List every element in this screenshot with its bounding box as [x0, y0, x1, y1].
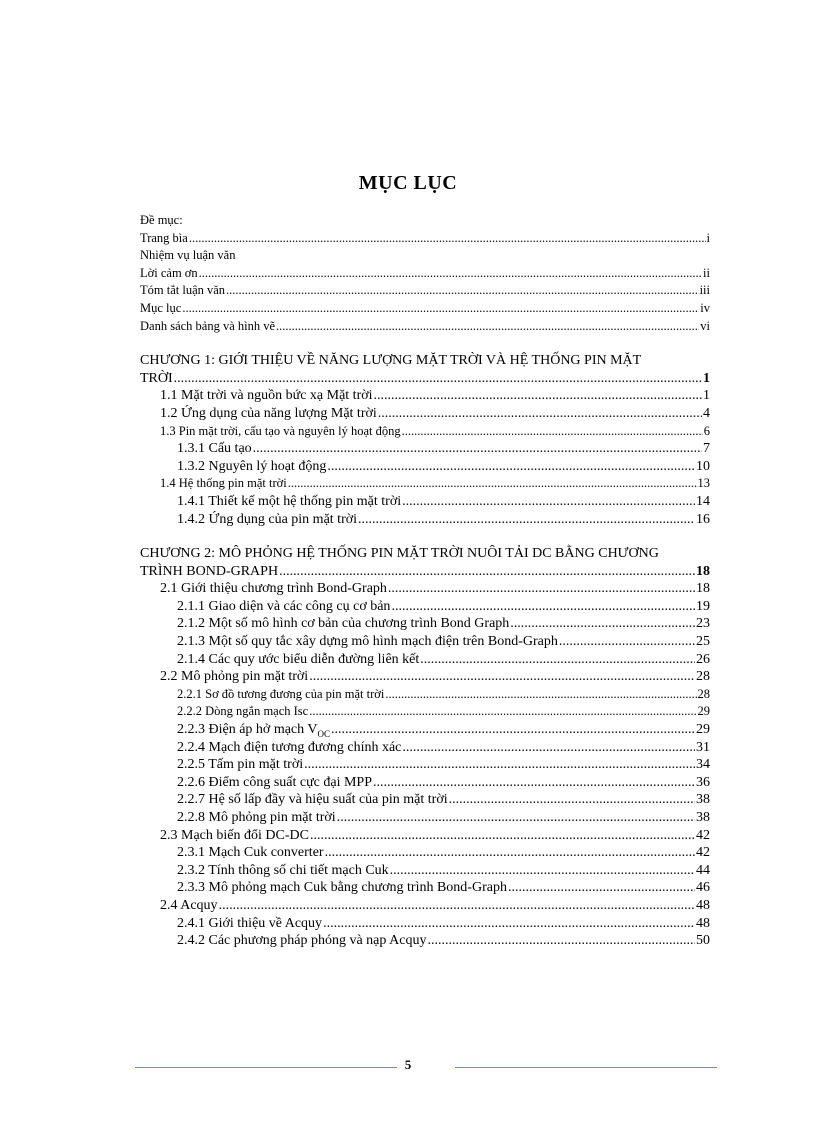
- toc-entry-front-cover: Trang bìa ..... i: [140, 230, 710, 248]
- toc-entry: 1.3.2 Nguyên lý hoạt động ..... 10: [140, 458, 710, 476]
- toc-entry: 2.2.4 Mạch điện tương đương chính xác ..... 31: [140, 739, 710, 757]
- toc-entry: 2.2.2 Dòng ngắn mạch Isc ..... 29: [140, 703, 710, 721]
- toc-entry: 2.2.6 Điểm công suất cực đại MPP ..... 36: [140, 774, 710, 792]
- toc-entry-list-of-figures: Danh sách bảng và hình vẽ ..... vi: [140, 318, 710, 336]
- toc-entry-abstract: Tóm tắt luận văn ..... iii: [140, 282, 710, 300]
- toc-entry: 2.2.7 Hệ số lấp đầy và hiệu suất của pin mặt trời ..... 38: [140, 791, 710, 809]
- toc-entry: 2.2 Mô phỏng pin mặt trời ..... 28: [140, 668, 710, 686]
- toc-entry-contents: Mục lục ..... iv: [140, 300, 710, 318]
- toc-heading: Đề mục:: [140, 213, 183, 227]
- toc-entry: 2.3.1 Mạch Cuk converter ..... 42: [140, 844, 710, 862]
- toc-chapter-2: TRÌNH BOND-GRAPH ..... 18: [140, 563, 710, 581]
- footer-rule-right: [455, 1067, 717, 1068]
- toc-entry: 2.4 Acquy ..... 48: [140, 897, 710, 915]
- toc-entry: 1.1 Mặt trời và nguồn bức xạ Mặt trời ..... 1: [140, 387, 710, 405]
- toc-entry: 2.4.2 Các phương pháp phóng và nạp Acquy ..... 50: [140, 932, 710, 950]
- toc-entry: 2.1.4 Các quy ước biểu diễn đường liên kết ..... 26: [140, 651, 710, 669]
- toc-chapter-2-title-line1: CHƯƠNG 2: MÔ PHỎNG HỆ THỐNG PIN MẶT TRỜI NUÔI TẢI DC BẰNG CHƯƠNG: [140, 546, 659, 562]
- toc-entry: 1.3 Pin mặt trời, cấu tạo và nguyên lý hoạt động ..... 6: [140, 423, 710, 441]
- toc-entry: 1.4.2 Ứng dụng của pin mặt trời ..... 16: [140, 511, 710, 529]
- toc-entry: 2.1 Giới thiệu chương trình Bond-Graph ..... 18: [140, 580, 710, 598]
- toc-chapter-1: TRỜI ..... 1: [140, 370, 710, 388]
- toc-entry: 2.3 Mạch biến đổi DC-DC ..... 42: [140, 827, 710, 845]
- toc-entry: 1.3.1 Cấu tạo ..... 7: [140, 440, 710, 458]
- toc-entry: 2.3.3 Mô phỏng mạch Cuk bằng chương trình Bond-Graph ..... 46: [140, 879, 710, 897]
- toc-entry-acknowledgement: Lời cảm ơn ..... ii: [140, 265, 710, 283]
- page-number: 5: [404, 1057, 412, 1072]
- toc-entry: 2.4.1 Giới thiệu về Acquy ..... 48: [140, 915, 710, 933]
- toc-entry: 2.2.3 Điện áp hở mạch $V_{OC}$ ..... 29: [140, 721, 710, 739]
- toc-entry: 1.4 Hệ thống pin mặt trời ..... 13: [140, 475, 710, 493]
- toc-entry: 1.2 Ứng dụng của năng lượng Mặt trời ..... 4: [140, 405, 710, 423]
- toc-entry: 2.2.5 Tấm pin mặt trời ..... 34: [140, 756, 710, 774]
- toc-chapter-1-title-line1: CHƯƠNG 1: GIỚI THIỆU VỀ NĂNG LƯỢNG MẶT TRỜI VÀ HỆ THỐNG PIN MẶT: [140, 353, 642, 369]
- toc-entry: 2.1.3 Một số quy tắc xây dựng mô hình mạch điện trên Bond-Graph ..... 25: [140, 633, 710, 651]
- toc-entry: 2.2.1 Sơ đồ tương đương của pin mặt trời ..... 28: [140, 686, 710, 704]
- page-title: MỤC LỤC: [358, 172, 458, 194]
- toc-entry-thesis-task: Nhiệm vụ luận văn: [140, 248, 236, 263]
- toc-entry: 1.4.1 Thiết kế một hệ thống pin mặt trời ..... 14: [140, 493, 710, 511]
- toc-entry: 2.1.2 Một số mô hình cơ bản của chương trình Bond Graph ..... 23: [140, 615, 710, 633]
- toc-entry: 2.3.2 Tính thông số chi tiết mạch Cuk ..... 44: [140, 862, 710, 880]
- toc-entry: 2.1.1 Giao diện và các công cụ cơ bản ..... 19: [140, 598, 710, 616]
- toc-entry: 2.2.8 Mô phỏng pin mặt trời ..... 38: [140, 809, 710, 827]
- table-of-contents: [140, 212, 710, 950]
